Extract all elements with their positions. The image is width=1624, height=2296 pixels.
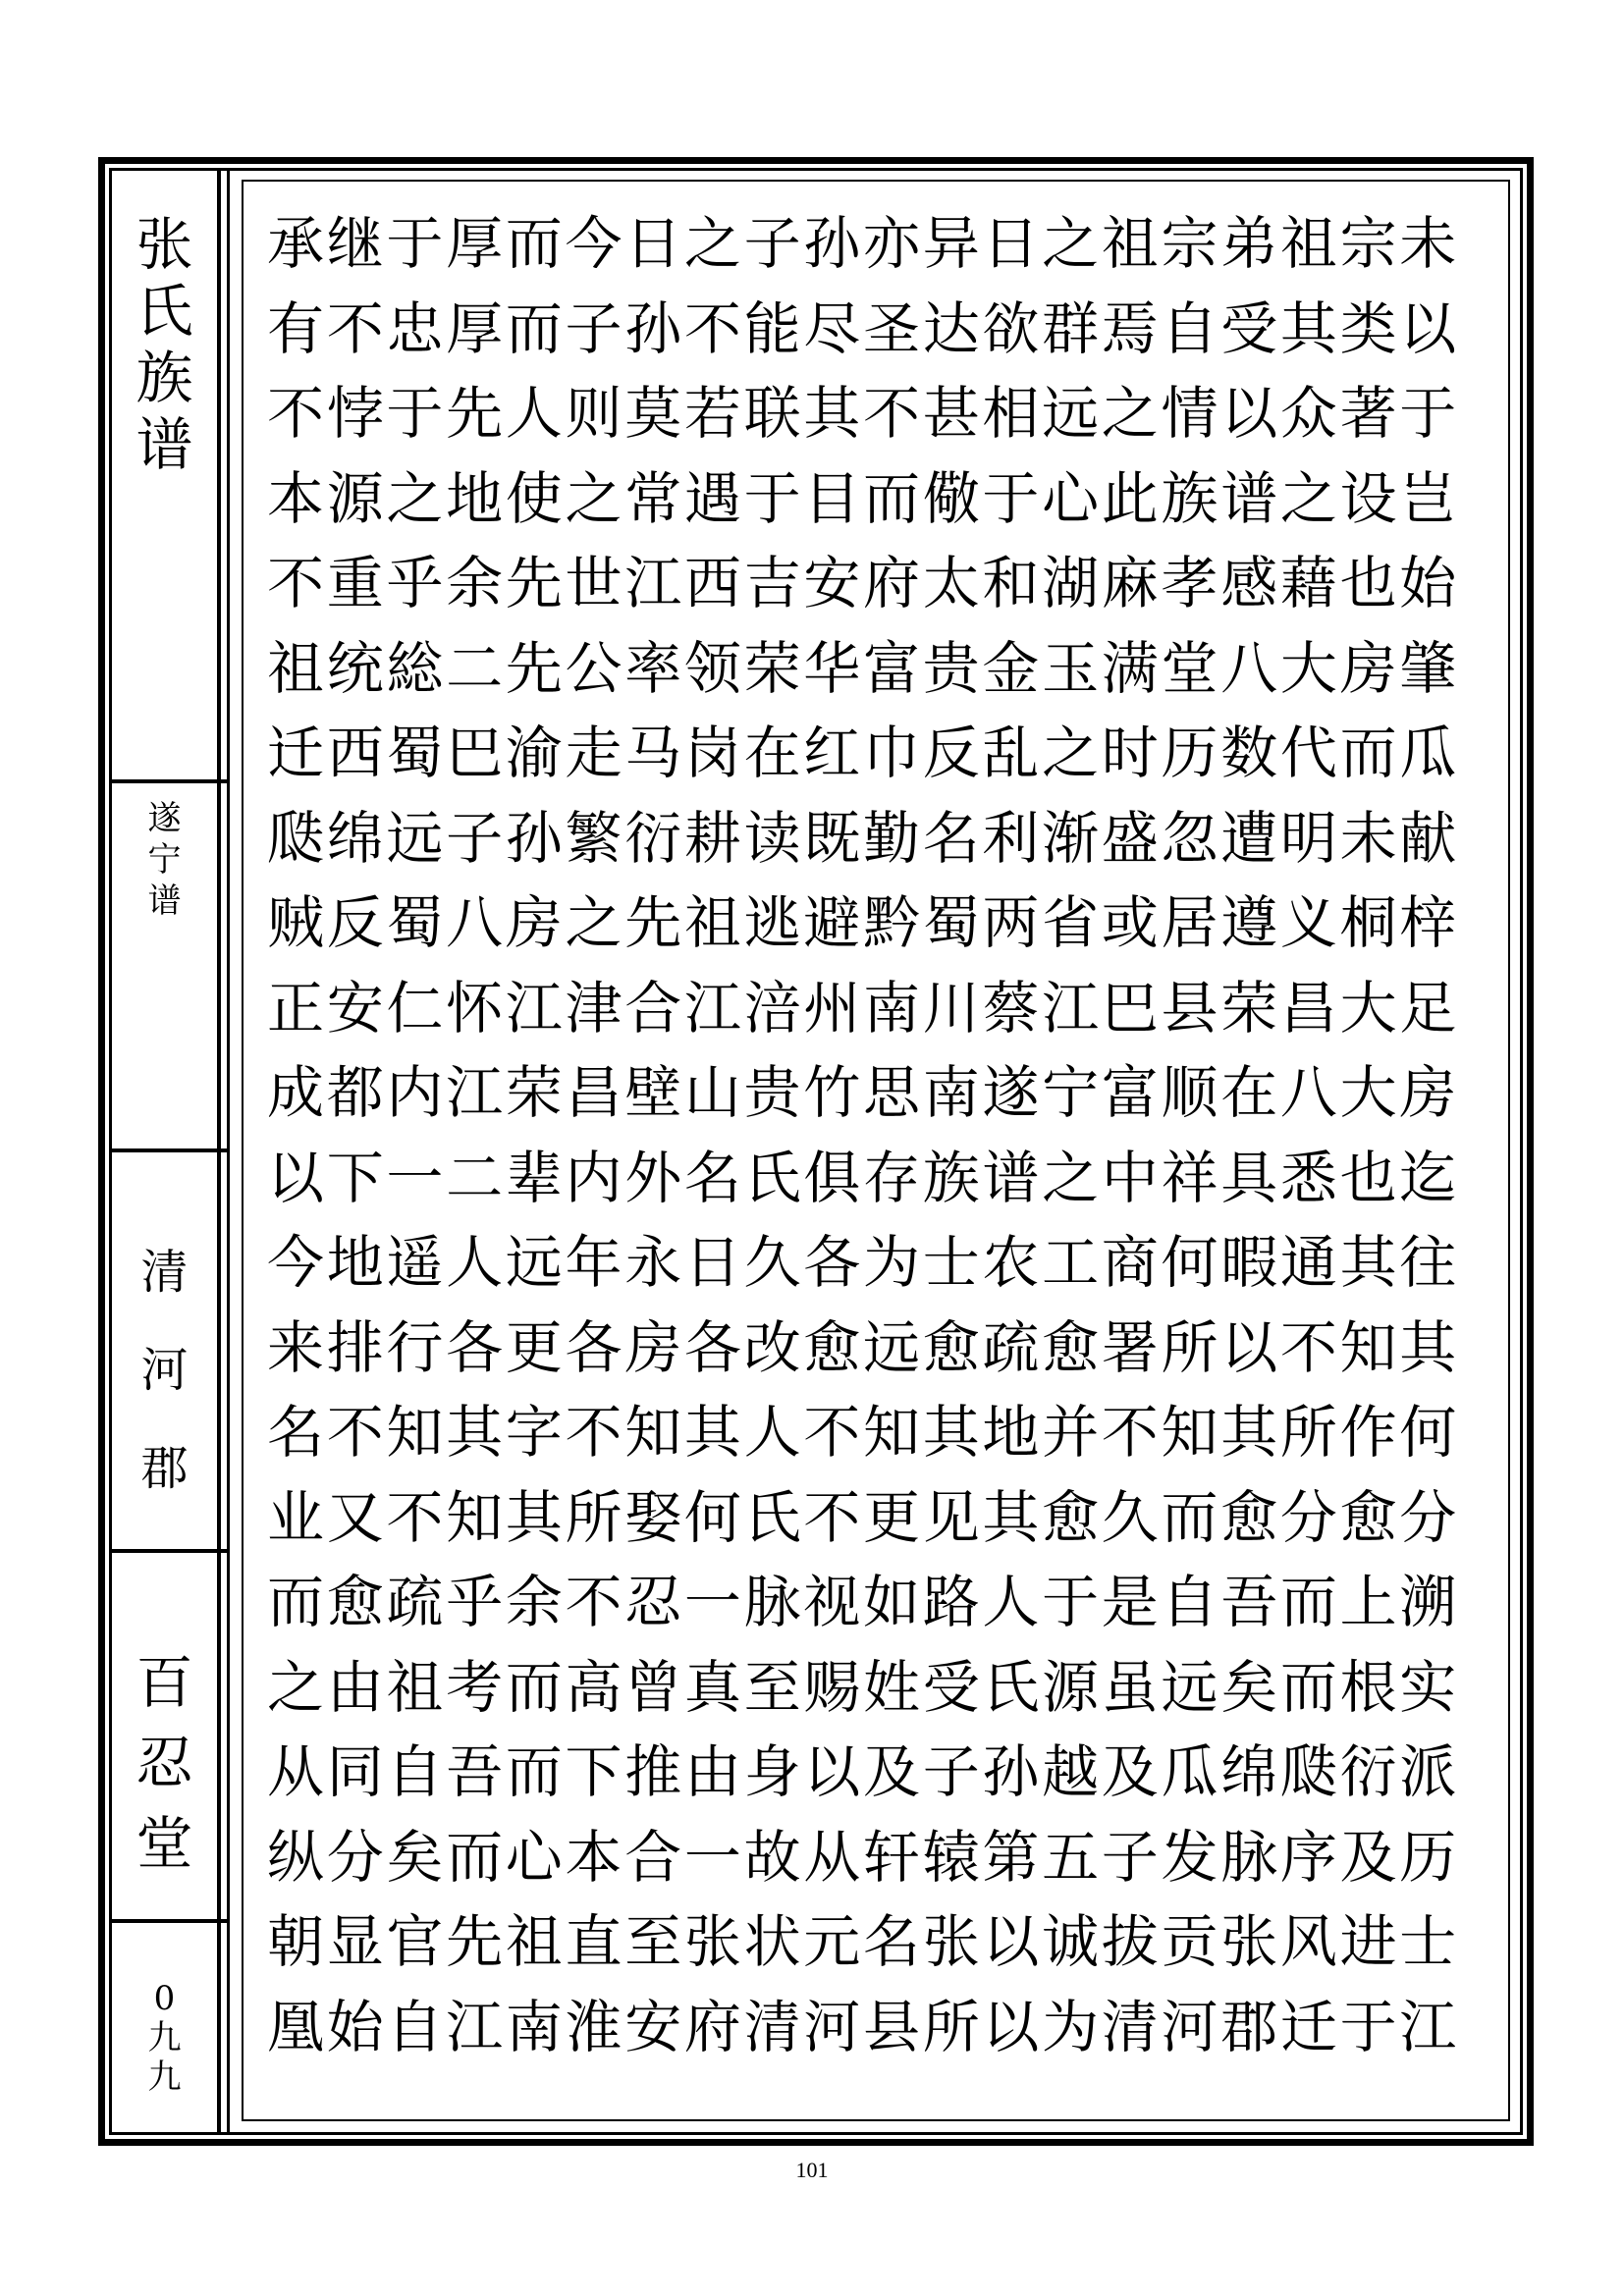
text-line: 朝显官先祖直至张状元名张以诚拔贡张风进士 — [267, 1908, 1460, 1975]
text-line: 而愈疏乎余不忍一脉视如路人于是自吾而上溯 — [267, 1569, 1460, 1635]
margin-title-char: 族 — [135, 345, 193, 411]
text-line: 贼反蜀八房之先祖逃避黔蜀两省或居遵义桐梓 — [267, 889, 1460, 956]
margin-page-char: 九 — [147, 2018, 182, 2057]
text-line: 纵分矣而心本合一故从轩辕第五子发脉序及历 — [267, 1823, 1460, 1891]
margin-jun-char: 清 — [140, 1245, 189, 1300]
margin-title-char: 谱 — [135, 411, 193, 478]
text-line: 名不知其字不知其人不知其地并不知其所作何 — [267, 1399, 1460, 1466]
margin-section-char: 谱 — [147, 881, 182, 921]
text-line: 以下一二辈内外名氏俱存族谱之中祥具悉也迄 — [267, 1144, 1460, 1211]
margin-jun-label — [109, 1218, 220, 1522]
text-line: 本源之地使之常遇于目而儆于心此族谱之设岂 — [267, 464, 1460, 532]
margin-tang-char: 百 — [135, 1649, 193, 1716]
body-text — [267, 201, 1494, 2069]
margin-section-label — [109, 791, 220, 929]
margin-title-char: 张 — [135, 211, 193, 278]
margin-page-char: 九 — [147, 2057, 182, 2097]
text-line: 来排行各更各房各改愈远愈疏愈署所以不知其 — [267, 1313, 1460, 1381]
text-line: 之由祖考而高曾真至赐姓受氏源虽远矣而根实 — [267, 1653, 1460, 1721]
margin-separator — [109, 1549, 230, 1553]
text-line: 不重乎余先世江西吉安府太和湖麻孝感藉也始 — [267, 550, 1460, 616]
text-line: 迁西蜀巴渝走马岗在红巾反乱之时历数代而瓜 — [267, 720, 1460, 786]
margin-page-label — [109, 1969, 220, 2107]
margin-section-char: 遂 — [147, 799, 182, 838]
margin-title-char: 氏 — [135, 278, 193, 345]
margin-tang-char: 忍 — [135, 1730, 193, 1796]
margin-separator — [109, 1148, 230, 1152]
margin-jun-char: 河 — [140, 1343, 189, 1398]
margin-separator — [109, 1919, 230, 1923]
text-line: 今地遥人远年永日久各为士农工商何暇通其往 — [267, 1229, 1460, 1296]
text-line: 成都内江荣昌壁山贵竹思南遂宁富顺在八大房 — [267, 1059, 1460, 1126]
text-line: 从同自吾而下推由身以及子孙越及瓜绵瓞衍派 — [267, 1738, 1460, 1805]
margin-jun-char: 郡 — [140, 1441, 189, 1496]
text-line: 有不忠厚而子孙不能尽圣达欲群焉自受其类以 — [267, 294, 1460, 362]
margin-tang-label — [109, 1635, 220, 1891]
text-line: 不悖于先人则莫若联其不甚相远之情以众著于 — [267, 380, 1460, 447]
text-line: 凰始自江南淮安府清河县所以为清河郡迁于江 — [267, 1993, 1460, 2060]
text-line: 承继于厚而今日之子孙亦异日之祖宗弟祖宗未 — [267, 210, 1460, 277]
margin-section-char: 宁 — [147, 840, 182, 880]
text-line: 祖统総二先公率领荣华富贵金玉满堂八大房肇 — [267, 634, 1460, 702]
margin-title — [109, 207, 220, 482]
margin-tang-char: 堂 — [135, 1810, 193, 1877]
text-line: 业又不知其所娶何氏不更见其愈久而愈分愈分 — [267, 1483, 1460, 1551]
margin-separator — [109, 779, 230, 783]
text-line: 正安仁怀江津合江涪州南川蔡江巴县荣昌大足 — [267, 974, 1460, 1041]
margin-page-char: 0 — [153, 1979, 176, 2018]
text-line: 瓞绵远子孙繁衍耕读既勤名利渐盛忽遭明未献 — [267, 804, 1460, 872]
page-number: 101 — [795, 2158, 829, 2182]
